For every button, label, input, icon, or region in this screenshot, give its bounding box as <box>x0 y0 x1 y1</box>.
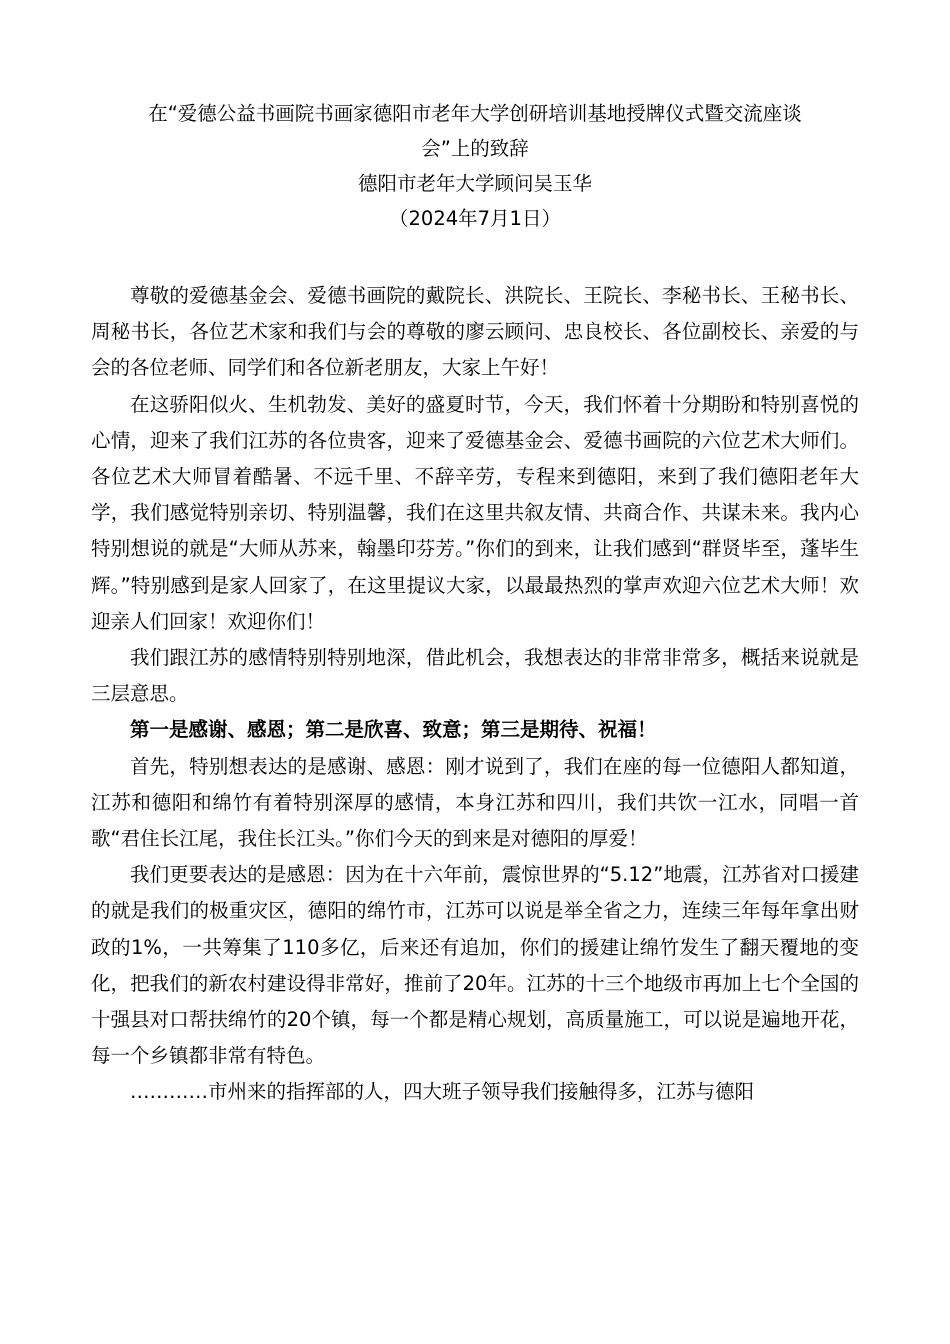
paragraph-three-points: 第一是感谢、感恩；第二是欣喜、致意；第三是期待、祝福！ <box>130 718 657 742</box>
paragraph-welcome: 在这骄阳似火、生机勃发、美好的盛夏时节，今天，我们怀着十分期盼和特别喜悦的心情，迎来了我们江苏的各位贵客，迎来了爱德基金会、爱德书画院的六位艺术大师们。各位艺术大师冒着酷暑、不远千里、不辞辛劳，专程来到德阳，来到了我们德阳老年大学，我们感觉特别亲切、特别温馨，我们在这里共叙友情、共商合作、共谋未来。我内心特别想说的就是“大师从苏来，翰墨印芬芳。”你们的到来，让我们感到“群贤毕至，蓬毕生辉。”特别感到是家人回家了，在这里提议大家，以最最热烈的掌声欢迎六位艺术大师！欢迎亲人们回家！欢迎你们！ <box>91 392 859 633</box>
paragraph-greeting: 尊敬的爱德基金会、爱德书画院的戴院长、洪院长、王院长、李秘书长、王秘书长、周秘书长，各位艺术家和我们与会的尊敬的廖云顾问、忠良校长、各位副校长、亲爱的与会的各位老师、同学们和各位新老朋友，大家上午好！ <box>91 284 859 380</box>
document-header <box>90 96 860 236</box>
paragraph-gratitude: 我们更要表达的是感恩：因为在十六年前，震惊世界的“5.12”地震，江苏省对口援建的就是我们的极重灾区，德阳的绵竹市，江苏可以说是举全省之力，连续三年每年拿出财政的1%，一共筹集了110多亿，后来还有追加，你们的援建让绵竹发生了翻天覆地的变化，把我们的新农村建设得非常好，推前了20年。江苏的十三个地级市再加上七个全国的十强县对口帮扶绵竹的20个镇，每一个都是精心规划，高质量施工，可以说是遍地开花，每一个乡镇都非常有特色。 <box>91 863 859 1068</box>
speech-title-line-2: 会”上的致辞 <box>421 137 529 160</box>
paragraph-thanks: 首先，特别想表达的是感谢、感恩：刚才说到了，我们在座的每一位德阳人都知道，江苏和德阳和绵竹有着特别深厚的感情，本身江苏和四川，我们共饮一江水，同唱一首歌“君住长江尾，我住长江头。”你们今天的到来是对德阳的厚爱！ <box>91 754 859 851</box>
speech-title-line-1: 在“爱德公益书画院书画家德阳市老年大学创研培训基地授牌仪式暨交流座谈 <box>148 102 802 125</box>
paragraph-continued: …………市州来的指挥部的人，四大班子领导我们接触得多，江苏与德阳 <box>130 1080 755 1104</box>
speaker-byline: 德阳市老年大学顾问吴玉华 <box>357 172 592 195</box>
speech-body <box>91 278 859 1111</box>
paragraph-overview: 我们跟江苏的感情特别特别地深，借此机会，我想表达的非常非常多，概括来说就是三层意思。 <box>91 646 859 706</box>
speech-date: （2024年7月1日） <box>389 207 561 230</box>
